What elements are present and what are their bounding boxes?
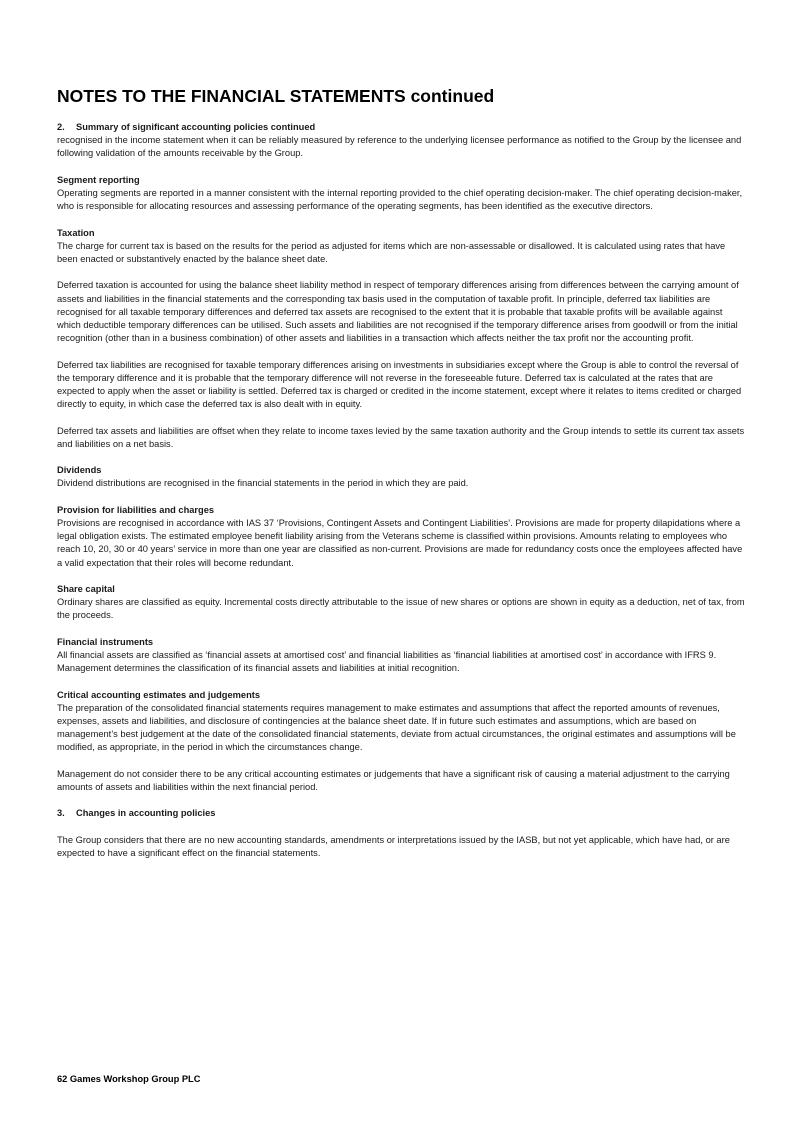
provisions-section xyxy=(57,504,745,570)
financial-instruments-section xyxy=(57,636,745,676)
taxation-heading: Taxation xyxy=(57,227,95,238)
section-2-title: Summary of significant accounting policies continued xyxy=(76,122,316,132)
taxation-paragraph-4: Deferred tax assets and liabilities are offset when they relate to income taxes levied by the same taxation authority and the Group intends to settle its current tax assets and liabilities on a net basis. xyxy=(57,425,745,449)
dividends-text: Dividend distributions are recognised in the financial statements in the period in which they are paid. xyxy=(57,478,469,489)
share-capital-text: Ordinary shares are classified as equity. Incremental costs directly attributable to the issue of new shares or options are shown in equity as a deduction, net of tax, from the proceeds. xyxy=(57,597,745,621)
financial-instruments-text: All financial assets are classified as ‘financial assets at amortised cost’ and financial liabilities as ‘financial liabilities at amortised cost’ in accordance with IFRS 9. Management determines the classification of its financial assets and liabilities at initial recognition. xyxy=(57,649,717,674)
section-3-title: Changes in accounting policies xyxy=(76,808,216,819)
taxation-paragraph-3: Deferred tax liabilities are recognised for taxable temporary differences arising on investments in subsidiaries except where the Group is able to control the reversal of the temporary difference and it is probable that the temporary difference will not reverse in the foreseeable future. Deferred tax is calculated at the rates that are expected to apply when the asset or liability is settled. Deferred tax is charged or credited in the income statement, except where it relates to items credited or charged directly to equity, in which case the deferred tax is also dealt with in equity. xyxy=(57,359,742,410)
section-2-intro: recognised in the income statement when it can be reliably measured by reference to the underlying licensee performance as notified to the Group by the licensee and following validation of the amounts receivable by the Group. xyxy=(57,135,742,159)
taxation-paragraph-1: The charge for current tax is based on the results for the period as adjusted for items which are non-assessable or disallowed. It is calculated using rates that have been enacted or substantively enacted by the balance sheet date. xyxy=(57,240,726,264)
section-2-number: 2. xyxy=(57,122,65,132)
critical-estimates-heading: Critical accounting estimates and judgements xyxy=(57,689,261,700)
provisions-heading: Provision for liabilities and charges xyxy=(57,504,215,515)
section-2-heading xyxy=(57,121,745,134)
section-2 xyxy=(57,121,745,161)
segment-reporting-text: Operating segments are reported in a manner consistent with the internal reporting provided to the chief operating decision-maker. The chief operating decision-maker, who is responsible for allocating resources and assessing performance of the operating segments, has been identified as the executive directors. xyxy=(57,188,743,212)
notes-content xyxy=(57,121,745,860)
dividends-heading: Dividends xyxy=(57,465,102,476)
segment-reporting-section xyxy=(57,174,745,214)
critical-estimates-paragraph-2: Management do not consider there to be any critical accounting estimates or judgements that have a significant risk of causing a material adjustment to the carrying amounts of assets and liabilities within the next financial period. xyxy=(57,768,730,792)
page-title: NOTES TO THE FINANCIAL STATEMENTS continued xyxy=(57,86,495,106)
critical-estimates-section xyxy=(57,689,745,795)
page-footer: 62 Games Workshop Group PLC xyxy=(57,1074,201,1084)
section-3-text: The Group considers that there are no new accounting standards, amendments or interpretations issued by the IASB, but not yet applicable, which have had, or are expected to have a significant effect on the financial statements. xyxy=(57,834,730,858)
taxation-paragraph-2: Deferred taxation is accounted for using the balance sheet liability method in respect of temporary differences arising from differences between the carrying amount of assets and liabilities in the financial statements and the corresponding tax basis used in the computation of taxable profit. In principle, deferred tax liabilities are recognised for all taxable temporary differences and deferred tax assets are recognised to the extent that it is probable that taxable profits will be available against which deductible temporary differences can be utilised. Such assets and liabilities are not recognised if the temporary difference arises from goodwill or from the initial recognition (other than in a business combination) of other assets and liabilities in a transaction which affects neither the tax profit nor the accounting profit. xyxy=(57,280,739,344)
section-3-number: 3. xyxy=(57,808,65,819)
section-3 xyxy=(57,807,745,860)
share-capital-section xyxy=(57,583,745,623)
provisions-text: Provisions are recognised in accordance with IAS 37 ‘Provisions, Contingent Assets and Contingent Liabilities’. Provisions are made for property dilapidations where a legal obligation exists. The estimated employee benefit liability arising from the Veterans scheme is classified within provisions. Amounts relating to employees who reach 10, 20, 30 or 40 years’ service in more than one year are classified as non-current. Provisions are made for redundancy costs once the employees affected have a valid expectation that their roles will become redundant. xyxy=(57,517,743,568)
dividends-section xyxy=(57,464,745,490)
share-capital-heading: Share capital xyxy=(57,583,115,594)
financial-instruments-heading: Financial instruments xyxy=(57,636,154,647)
section-3-heading xyxy=(57,807,745,820)
taxation-section xyxy=(57,227,745,451)
critical-estimates-paragraph-1: The preparation of the consolidated financial statements requires management to make estimates and assumptions that affect the reported amounts of revenues, expenses, assets and liabilities, and disclosure of contingencies at the balance sheet date. If in future such estimates and assumptions, which are based on management’s best judgement at the date of the consolidated financial statements, deviate from actual circumstances, the original estimates and assumptions will be modified, as appropriate, in the period in which the circumstances change. xyxy=(57,702,736,753)
segment-reporting-heading: Segment reporting xyxy=(57,174,140,185)
